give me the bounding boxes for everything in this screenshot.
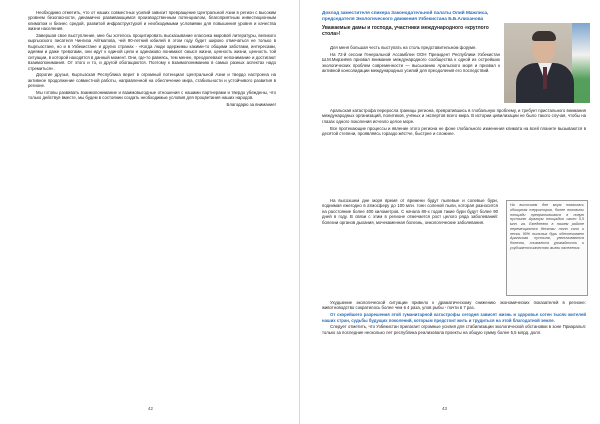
paragraph: Завершая свое выступление, мне бы хотелось процитировать высказывание классика мировой литературы, великого кыргызского писателя Чингиза Айтматова, чей 90-летний юбилей в этом году будет широко отмечаться не только в Кыргызстане, но и в Узбекистане и других странах - «Когда люди одержимы какими-то общими заботами, интересами, идеями и даже тревогами, они идут к единой цели и одинаково понимают смысл жизни, ценность жизни, ценность той ситуации, в которой находятся в данный момент. Они, где-то равнясь, тем менее, преодолевают непонимание и достигают взаимопонимания. От этого и то, и другой обогащаются. Поэтому к взаимопониманию в самых разных аспектах надо стремиться».	[28, 33, 276, 71]
paragraph: Дорогие друзья, Кыргызская Республика верит в огромный потенциал Центральной Азии и твердо настроена на активное продолжение совместной работы, направленной на обеспечение мира, стабильности и устойчивого развития в регионе.	[28, 72, 276, 89]
closing-line: Благодарю за внимание!	[226, 102, 276, 107]
tie-shape	[543, 67, 547, 89]
sidebar-note: На высохшем дне моря появилась обширная территория, более половины площади превратившаяся в новую пустыню Аралкум площадью около 5,5 млн. га. Ежедневно в нашем районе перемещаются десятки тонн соли и песка, 90% пыльных бурь обеспечивает Аральская пустыня, увеличиваются болезни, снижается урожайность и ухудшается качество жизни населения.	[506, 200, 588, 296]
greeting: Уважаемые дамы и господа, участники международного «круглого стола»!	[322, 25, 489, 37]
paragraph: Следует отметить, что Узбекистан прилагает огромные усилия для стабилизации экологической обстановки в зоне Приаралья: только за последние несколько лет республика реализовала проекты на общую сумму более 5,5 млрд. долл.	[322, 324, 586, 335]
page-number: 42	[148, 406, 154, 411]
paragraph: На 72-й сессии Генеральной Ассамблеи ООН Президент Республики Узбекистан Ш.М.Мирзиёев призвал внимание международного сообщества к одной из острейших экологических проблем современности — высыханию Аральского моря и призвал к активной консолидации международных усилий для преодоления его последствий.	[322, 51, 500, 73]
paragraph: Мы готовы развивать взаимопонимание и взаимовыгодные отношения с нашими партнерами и твердо убеждены, что только действуя вместе, мы будем в состоянии создать необходимые условия для процветания наших народов.	[28, 89, 276, 101]
body-text-narrow	[322, 198, 498, 226]
intro-text	[322, 45, 500, 75]
paragraph: Для меня большая честь выступать на столь представительном форуме.	[330, 45, 477, 50]
paragraph: Все протекающие процессы и явление этого региона не фоне глобального изменения климата на всей планете вызываются в десятой степени, проявляясь гораздо жёстче, быстрее и сложнее.	[322, 125, 586, 136]
highlight-statement: От скорейшего разрешения этой гуманитарной катастрофы сегодня зависят жизнь и здоровье сотен тысяч жителей наших стран, судьбы будущих поколений, которым предстоит жить и трудиться на этой благодатной земле.	[322, 312, 586, 323]
paragraph: На высохшем дне моря время от времени будут пылевые и солевые бури, поднимая ежегодно в атмосферу до 100 млн. тонн соленой пыли, которая разносится на расстояние более 400 километров. С начала 80-х годов такие бури будут более 90 дней в году. В связи с этим в регионе отмечается рост целого ряда заболеваний: болезни органов дыхания, мочекаменная болезнь, онкологические заболевания.	[322, 198, 498, 225]
body-text	[322, 108, 586, 138]
flag-shape	[572, 23, 590, 103]
left-page-body	[28, 10, 276, 109]
heading-line: Доклад заместителя спикера Законодательной палаты Олий Мажлиса,	[322, 10, 489, 15]
hair-shape	[532, 31, 556, 41]
right-page	[300, 0, 600, 424]
heading-line: председателя Экологического движения Узбекистана Б.Б.Алиханова	[322, 16, 484, 21]
speaker-photo	[504, 23, 590, 103]
body-text-lower	[322, 300, 586, 336]
paragraph: Необходимо отметить, что от наших совместных усилий зависит превращение Центральной Азии в регион с высоким уровнем безопасности, динамично развивающимся производственным потенциалом, благоприятным инвестиционным климатом и бизнес средой, развитой инфраструктурой и необходимыми условиями для повышения уровня и качества жизни населения.	[28, 10, 276, 32]
page-number: 43	[442, 406, 448, 411]
report-heading	[322, 10, 586, 22]
paragraph: Аральская катастрофа переросла границы региона, превратившись в глобальную проблему, и требует пристального внимания международных организаций, политиков, учёных и экспертов всего мира. В истории цивилизации не было такого случая, чтобы на глазах одного поколения исчезло целое море.	[322, 108, 586, 124]
paragraph: Ухудшение экологической ситуации привело к драматическому снижению экономических показателей в регионе: животноводство сократилось более чем в 4 раза, улов рыбы - почти в 7 раз.	[322, 300, 586, 311]
